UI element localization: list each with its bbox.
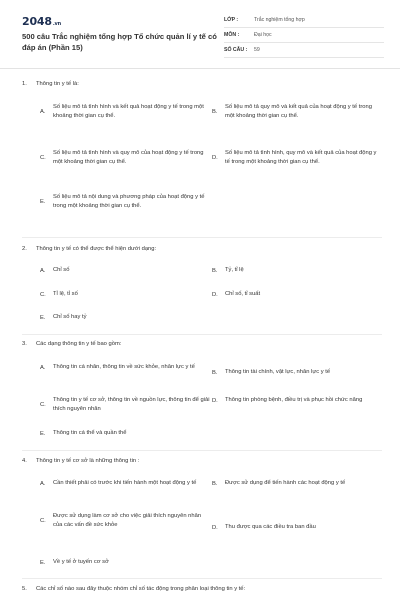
option-1c[interactable] — [40, 149, 210, 168]
question-divider — [22, 334, 382, 335]
option-1a[interactable] — [40, 103, 210, 122]
question-number: 2. — [22, 246, 27, 252]
option-letter: A. — [40, 364, 46, 371]
option-text: Tỉ lệ, tỉ số — [53, 291, 78, 297]
option-text: Số liệu mô tả tình hình và quy mô của hoạt động y tế trong một khoảng thời gian cụ thể. — [53, 150, 204, 166]
option-3b[interactable] — [212, 368, 384, 377]
option-text: Chỉ số hay tỷ — [53, 314, 87, 320]
option-text: Số liệu mô tả tình hình, quy mô và kết quả của hoạt động y tế trong một khoảng thời gian cụ thể. — [225, 150, 377, 166]
option-text: Được sử dụng làm cơ sở cho việc giải thích nguyên nhân của các vấn đề sức khỏe — [53, 513, 202, 529]
logo-suffix: .vn — [52, 21, 61, 27]
meta-value: 59 — [254, 47, 260, 53]
option-2b[interactable] — [212, 266, 382, 275]
option-3e[interactable] — [40, 429, 210, 438]
option-1b[interactable] — [212, 103, 382, 122]
question-divider — [22, 450, 382, 451]
question-number: 1. — [22, 81, 27, 87]
option-3c[interactable] — [40, 396, 210, 415]
question-text: Các dạng thông tin y tế bao gồm: — [36, 341, 122, 347]
option-3d[interactable] — [212, 396, 384, 405]
meta-value: Đại học — [254, 32, 272, 38]
option-text: Số liệu mô tả tình hình và kết quả hoạt động y tế trong một khoảng thời gian cụ thể. — [53, 104, 204, 120]
option-text: Thu được qua các điều tra ban đầu — [225, 524, 316, 530]
option-letter: E. — [40, 430, 46, 437]
option-text: Về y tế ở tuyến cơ sở — [53, 559, 109, 565]
option-text: Thông tin y tế cơ sở, thông tin về nguồn lực, thông tin để giải thích nguyên nhân — [53, 397, 210, 413]
question-number: 4. — [22, 458, 27, 464]
header-divider — [0, 68, 400, 69]
option-text: Chỉ số — [53, 267, 70, 273]
option-letter: C. — [40, 291, 46, 298]
option-letter: C. — [40, 518, 46, 525]
option-text: Số liệu mô tả nội dung và phương pháp của hoạt động y tế trong một khoảng thời gian cụ thể. — [53, 194, 205, 210]
option-letter: C. — [40, 402, 46, 409]
meta-row-count — [224, 43, 384, 58]
option-text: Thông tin cá thể và quần thể — [53, 430, 127, 436]
option-text: Chỉ số, tỉ suất — [225, 291, 261, 297]
option-text: Số liệu mô tả quy mô và kết quả của hoạt động y tế trong một khoảng thời gian cụ thể. — [225, 104, 372, 120]
option-text: Cần thiết phải có trước khi tiến hành một hoạt động y tế — [53, 480, 197, 486]
option-letter: C. — [40, 155, 46, 162]
option-letter: A. — [40, 267, 46, 274]
option-4e[interactable] — [40, 558, 210, 567]
option-letter: A. — [40, 480, 46, 487]
option-letter: A. — [40, 109, 46, 116]
option-letter: E. — [40, 314, 46, 321]
option-text: Thông tin cá nhân, thông tin về sức khỏe, nhân lực y tế — [53, 364, 195, 370]
option-1e[interactable] — [40, 193, 210, 212]
document-header — [0, 0, 400, 62]
logo-text: 2048 — [22, 15, 52, 28]
option-letter: D. — [212, 397, 218, 404]
option-2e[interactable] — [40, 313, 210, 322]
option-2a[interactable] — [40, 266, 210, 275]
question-divider — [22, 578, 382, 579]
document-title: 500 câu Trắc nghiệm tổng hợp Tổ chức quản lí y tế có đáp án (Phần 15) — [22, 32, 217, 52]
question-text: Thông tin y tế là: — [36, 81, 79, 87]
option-letter: D. — [212, 155, 218, 162]
option-4a[interactable] — [40, 479, 210, 488]
option-letter: B. — [212, 480, 218, 487]
option-text: Tỷ, tỉ lệ — [225, 267, 244, 273]
option-4d[interactable] — [212, 523, 384, 532]
option-letter: E. — [40, 199, 46, 206]
meta-label: SỐ CÂU : — [224, 47, 248, 53]
question-number: 5. — [22, 586, 27, 592]
question-divider — [22, 237, 382, 238]
option-4c[interactable] — [40, 512, 210, 531]
option-1d[interactable] — [212, 149, 382, 168]
meta-label: MÔN : — [224, 32, 240, 38]
meta-label: LỚP : — [224, 17, 239, 23]
question-number: 3. — [22, 341, 27, 347]
meta-table — [224, 13, 384, 58]
option-2d[interactable] — [212, 290, 382, 299]
option-text: Thông tin phòng bệnh, điều trị và phục hồi chức năng — [225, 397, 363, 403]
option-letter: D. — [212, 524, 218, 531]
site-logo[interactable] — [22, 15, 61, 28]
option-3a[interactable] — [40, 363, 210, 372]
meta-row-subject — [224, 28, 384, 43]
question-text: Thông tin y tế có thể được thể hiện dưới dạng: — [36, 246, 157, 252]
meta-value: Trắc nghiệm tổng hợp — [254, 17, 305, 23]
option-letter: B. — [212, 369, 218, 376]
option-2c[interactable] — [40, 290, 210, 299]
question-text: Thông tin y tế cơ sở là những thông tin : — [36, 458, 140, 464]
option-letter: B. — [212, 109, 218, 116]
option-letter: D. — [212, 291, 218, 298]
question-text: Các chỉ số nào sau đây thuộc nhóm chỉ số tác động trong phân loại thông tin y tế: — [36, 586, 246, 592]
option-text: Được sử dụng để tiến hành các hoạt động y tế — [225, 480, 346, 486]
option-letter: B. — [212, 267, 218, 274]
option-text: Thông tin tài chính, vật lực, nhân lực y tế — [225, 369, 331, 375]
meta-row-class — [224, 13, 384, 28]
option-4b[interactable] — [212, 479, 384, 488]
option-letter: E. — [40, 559, 46, 566]
